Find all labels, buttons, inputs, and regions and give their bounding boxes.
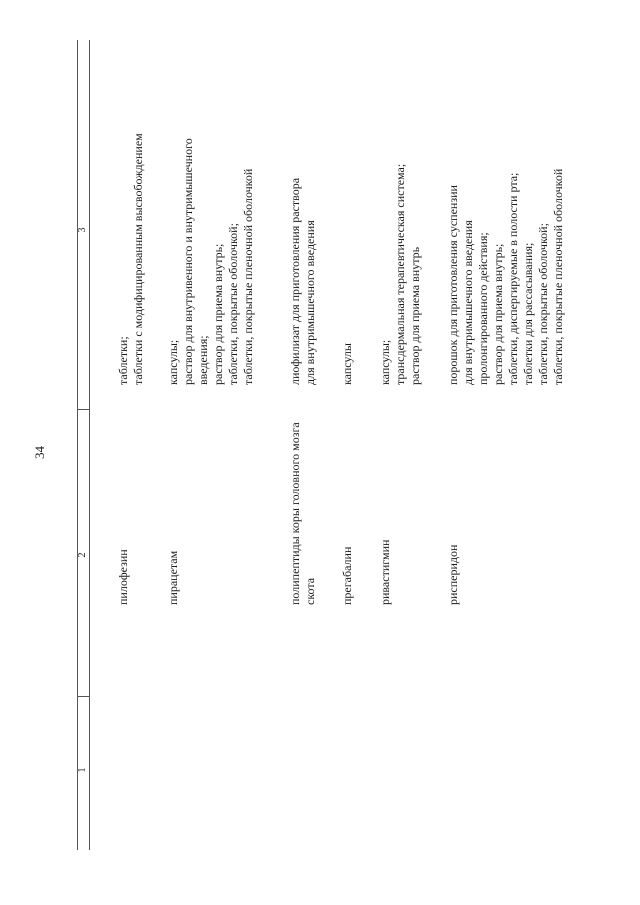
column-number-2: 2 xyxy=(77,552,88,558)
column-number-3: 3 xyxy=(77,227,88,233)
page-number: 34 xyxy=(32,446,47,459)
drug-name: рисперидон xyxy=(446,544,460,605)
column-number-1: 1 xyxy=(77,767,88,773)
dosage-forms: таблетки; таблетки с модифицированным высвобождением xyxy=(116,133,145,385)
dosage-forms: порошок для приготовления суспензии для внутримышечного введения пролонгированного действия; раствор для приема внутрь; таблетки, диспергируемые в полости рта; таблетки для рассасывания; таблетки, покрытые оболочкой; таблетки, покрытые пленочной оболочкой xyxy=(446,168,565,385)
drug-name: прегабалин xyxy=(340,546,354,605)
drug-name: полипептиды коры головного мозга скота xyxy=(288,422,317,605)
drug-name: ривастигмин xyxy=(378,539,392,605)
dosage-forms: капсулы; трансдермальная терапевтическая система; раствор для приема внутрь xyxy=(378,163,422,385)
drug-name: пилофезин xyxy=(116,549,130,605)
dosage-forms: лиофилизат для приготовления раствора для внутримышечного введения xyxy=(288,177,317,385)
dosage-forms: капсулы xyxy=(340,343,354,385)
dosage-forms: капсулы; раствор для внутривенного и внутримышечного введения; раствор для приема внутрь; таблетки, покрытые оболочкой; таблетки, покрытые пленочной оболочкой xyxy=(166,138,255,385)
drug-name: пирацетам xyxy=(166,550,180,605)
